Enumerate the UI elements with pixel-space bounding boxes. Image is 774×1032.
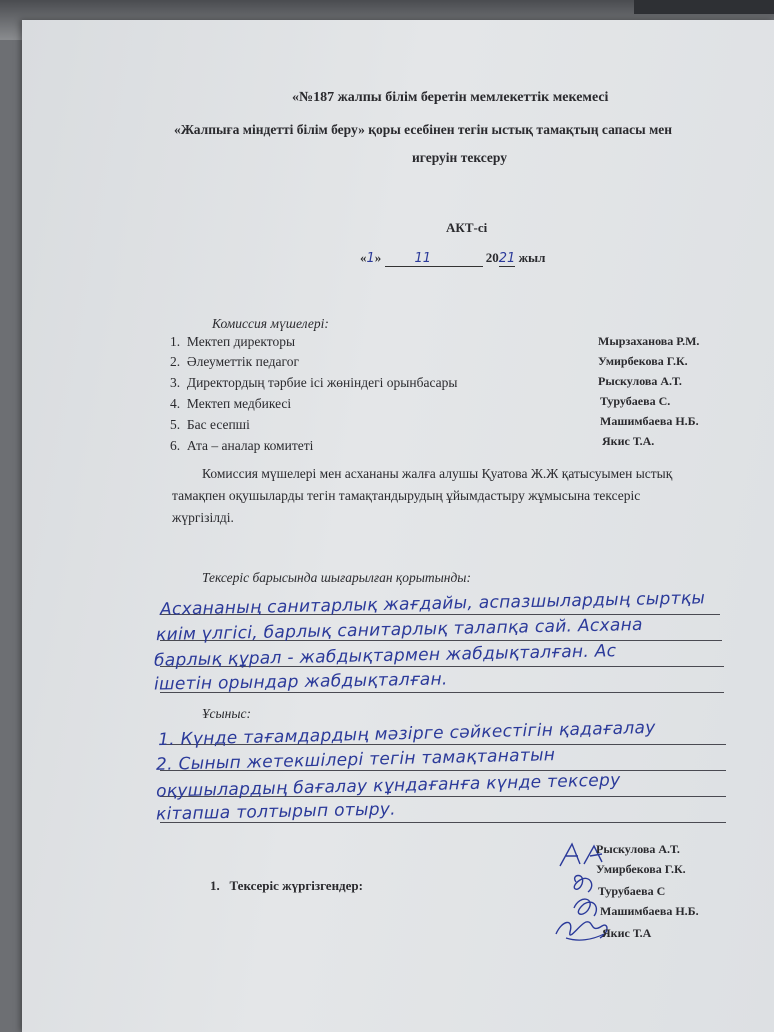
member-role: Мектеп медбикесі	[186, 396, 292, 411]
date-month: 11	[414, 251, 432, 266]
paragraph-line: жүргізілді.	[172, 510, 234, 525]
member-row	[170, 438, 313, 454]
member-name: Умирбекова Г.К.	[598, 354, 688, 368]
proposal-label: Ұсыныс:	[202, 706, 251, 721]
conclusions-label: Тексеріс барысында шығарылған қорытынды:	[202, 570, 471, 585]
inspector-name: Рыскулова А.Т.	[596, 842, 680, 856]
date-year-word: жыл	[518, 250, 546, 265]
document-subtitle-line1: «Жалпыға міндетті білім беру» қоры есебінен тегін ыстық тамақтың сапасы мен	[174, 122, 673, 137]
member-role: Бас есепші	[186, 417, 250, 432]
member-name: Якис Т.А.	[602, 434, 655, 448]
member-role: Әлеуметтік педагог	[186, 354, 299, 369]
paragraph-line: тамақпен оқушыларды тегін тамақтандырудың ұйымдастыру жұмысына тексеріс	[172, 488, 641, 503]
document-subtitle-line2: игеруін тексеру	[412, 150, 508, 165]
conclusion-handwriting: барлық құрал - жабдықтармен жабдықталған. Ас	[153, 641, 617, 671]
member-role: Мектеп директоры	[186, 334, 296, 349]
document-page	[22, 20, 774, 1032]
member-name: Мырзаханова Р.М.	[598, 334, 700, 348]
date-open-quote: «	[360, 250, 367, 265]
paragraph-line: Комиссия мүшелері мен асхананы жалға алушы Қуатова Ж.Ж қатысуымен ыстық	[202, 466, 673, 481]
member-number: 1.	[170, 334, 181, 349]
member-name: Турубаева С.	[600, 394, 671, 408]
member-number: 3.	[170, 375, 181, 390]
inspector-name: Машимбаева Н.Б.	[600, 904, 699, 918]
date-year-prefix: 20	[485, 250, 499, 265]
date-close-quote: »	[374, 250, 382, 265]
member-role: Ата – аналар комитеті	[186, 438, 314, 453]
member-name: Машимбаева Н.Б.	[600, 414, 699, 428]
inspector-name: Турубаева С	[598, 884, 666, 898]
inspectors-label	[210, 878, 363, 894]
member-number: 4.	[170, 396, 181, 411]
date-day: 1	[366, 251, 375, 266]
commission-label: Комиссия мүшелері:	[212, 316, 329, 331]
proposal-handwriting: оқушылардың бағалау кұндағанға күнде тексеру	[155, 770, 621, 802]
conclusion-handwriting: Асхананың санитарлық жағдайы, аспазшылардың сыртқы	[159, 588, 706, 620]
conclusion-handwriting: киім үлгісі, барлық санитарлық талапқа сай. Асхана	[155, 614, 643, 646]
proposal-handwriting: кітапша толтырып отыру.	[155, 799, 397, 825]
member-number: 5.	[170, 417, 181, 432]
proposal-handwriting: 1. Күнде тағамдардың мәзірге сәйкестігін қадағалау	[157, 717, 656, 751]
member-row	[170, 396, 291, 412]
act-title: АКТ-сі	[446, 220, 488, 235]
date-year-field	[499, 250, 516, 267]
institution-title: «№187 жалпы білім беретін мемлекеттік мекемесі	[292, 90, 609, 105]
member-row	[170, 375, 457, 391]
member-row	[170, 417, 250, 433]
inspector-name: Умирбекова Г.К.	[596, 862, 686, 876]
background-shadow	[634, 0, 774, 14]
member-row	[170, 334, 295, 350]
member-name: Рыскулова А.Т.	[598, 374, 682, 388]
member-number: 2.	[170, 354, 181, 369]
act-date	[360, 250, 545, 267]
conclusion-handwriting: ішетін орындар жабдықталған.	[153, 669, 448, 695]
date-month-field	[385, 250, 483, 267]
proposal-handwriting: 2. Сынып жетекшілері тегін тамақтанатын	[155, 745, 556, 775]
member-role: Директордың тәрбие ісі жөніндегі орынбасары	[186, 375, 458, 390]
inspectors-label-text: Тексеріс жүргізгендер:	[229, 878, 363, 893]
member-number: 6.	[170, 438, 181, 453]
inspectors-number: 1.	[210, 878, 220, 893]
inspector-name: Якис Т.А	[602, 926, 652, 940]
member-row	[170, 354, 299, 370]
date-year-suffix: 21	[498, 251, 516, 266]
